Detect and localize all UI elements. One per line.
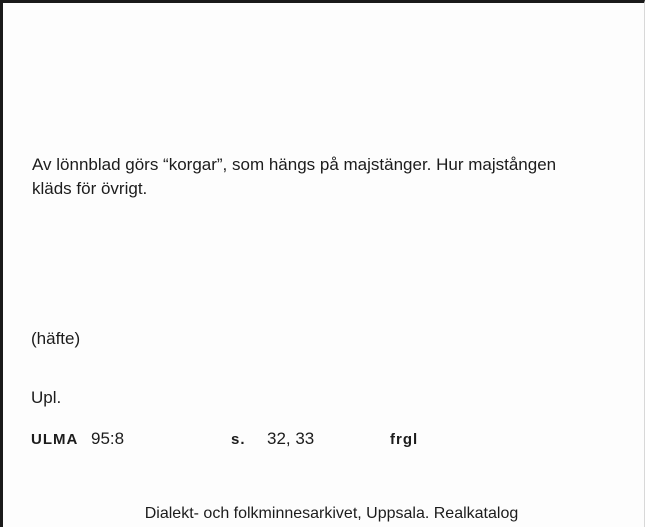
accession-number: 95:8 — [91, 429, 125, 448]
archive-footer: Dialekt- och folkminnesarkivet, Uppsala. Realkatalog — [144, 505, 519, 522]
card-description: Av lönnblad görs “korgar”, som hängs på majstänger. Hur majstången kläds för övrigt. — [32, 155, 557, 198]
page-prefix: s. — [231, 431, 246, 448]
page-numbers: 32, 33 — [267, 429, 315, 448]
card-note: (häfte) — [31, 329, 81, 348]
archive-code: ULMA — [31, 431, 79, 448]
card-region: Upl. — [31, 388, 62, 407]
category-code: frgl — [390, 431, 419, 448]
